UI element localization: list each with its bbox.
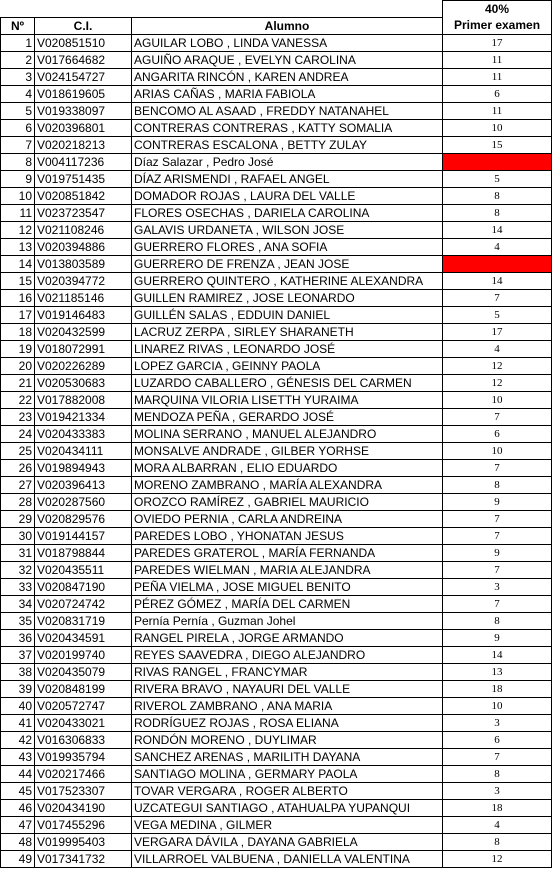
- ci-cell[interactable]: V017882008: [35, 391, 132, 408]
- row-number-cell[interactable]: 26: [1, 459, 35, 476]
- table-row: [1, 119, 552, 136]
- row-number-cell[interactable]: 17: [1, 306, 35, 323]
- table-row: [1, 204, 552, 221]
- table-row: [1, 272, 552, 289]
- ci-cell[interactable]: V021185146: [35, 289, 132, 306]
- table-row: [1, 663, 552, 680]
- blank-cell: [1, 1, 35, 18]
- ci-cell[interactable]: V020572747: [35, 697, 132, 714]
- exam-grade-cell[interactable]: 11: [443, 51, 552, 68]
- exam-weight-label[interactable]: 40%: [443, 1, 552, 18]
- student-name-cell[interactable]: RODRÍGUEZ ROJAS , ROSA ELIANA: [132, 714, 443, 731]
- row-number-cell[interactable]: 49: [1, 850, 35, 867]
- row-number-cell[interactable]: 6: [1, 119, 35, 136]
- ci-cell[interactable]: V020433383: [35, 425, 132, 442]
- exam-grade-cell[interactable]: [443, 255, 552, 272]
- ci-cell[interactable]: V020199740: [35, 646, 132, 663]
- row-number-cell[interactable]: 9: [1, 170, 35, 187]
- student-name-cell[interactable]: MENDOZA PEÑA , GERARDO JOSÉ: [132, 408, 443, 425]
- table-row: [1, 323, 552, 340]
- student-name-cell[interactable]: BENCOMO AL ASAAD , FREDDY NATANAHEL: [132, 102, 443, 119]
- ci-cell[interactable]: V018072991: [35, 340, 132, 357]
- ci-cell[interactable]: V019421334: [35, 408, 132, 425]
- table-row: [1, 714, 552, 731]
- exam-grade-cell[interactable]: 7: [443, 595, 552, 612]
- ci-cell[interactable]: V019995403: [35, 833, 132, 850]
- ci-cell[interactable]: V020434591: [35, 629, 132, 646]
- exam-grade-cell[interactable]: 18: [443, 799, 552, 816]
- row-number-cell[interactable]: 23: [1, 408, 35, 425]
- student-name-cell[interactable]: SANCHEZ ARENAS , MARILITH DAYANA: [132, 748, 443, 765]
- row-number-cell[interactable]: 38: [1, 663, 35, 680]
- exam-grade-cell[interactable]: 11: [443, 68, 552, 85]
- row-number-cell[interactable]: 15: [1, 272, 35, 289]
- exam-grade-cell[interactable]: 4: [443, 238, 552, 255]
- row-number-cell[interactable]: 24: [1, 425, 35, 442]
- exam-grade-cell[interactable]: 18: [443, 680, 552, 697]
- table-row: [1, 187, 552, 204]
- ci-cell[interactable]: V020851510: [35, 34, 132, 51]
- row-number-cell[interactable]: 16: [1, 289, 35, 306]
- table-row: [1, 85, 552, 102]
- row-number-cell[interactable]: 45: [1, 782, 35, 799]
- student-name-cell[interactable]: ANGARITA RINCÓN , KAREN ANDREA: [132, 68, 443, 85]
- ci-cell[interactable]: V019751435: [35, 170, 132, 187]
- row-number-cell[interactable]: 42: [1, 731, 35, 748]
- ci-cell[interactable]: V020226289: [35, 357, 132, 374]
- table-row: [1, 476, 552, 493]
- student-name-cell[interactable]: MORA ALBARRAN , ELIO EDUARDO: [132, 459, 443, 476]
- ci-cell[interactable]: V020394886: [35, 238, 132, 255]
- exam-grade-cell[interactable]: 17: [443, 323, 552, 340]
- table-row: [1, 850, 552, 867]
- exam-grade-cell[interactable]: 6: [443, 731, 552, 748]
- exam-grade-cell[interactable]: 3: [443, 782, 552, 799]
- student-name-cell[interactable]: VEGA MEDINA , GILMER: [132, 816, 443, 833]
- table-row: [1, 527, 552, 544]
- table-row: [1, 816, 552, 833]
- row-number-cell[interactable]: 3: [1, 68, 35, 85]
- exam-grade-cell[interactable]: 8: [443, 612, 552, 629]
- exam-grade-cell[interactable]: 7: [443, 561, 552, 578]
- student-name-cell[interactable]: DOMADOR ROJAS , LAURA DEL VALLE: [132, 187, 443, 204]
- student-name-cell[interactable]: REYES SAAVEDRA , DIEGO ALEJANDRO: [132, 646, 443, 663]
- table-row: [1, 153, 552, 170]
- row-number-cell[interactable]: 40: [1, 697, 35, 714]
- student-name-cell[interactable]: GUERRERO FLORES , ANA SOFIA: [132, 238, 443, 255]
- table-row: [1, 340, 552, 357]
- ci-cell[interactable]: V020396801: [35, 119, 132, 136]
- row-number-cell[interactable]: 4: [1, 85, 35, 102]
- ci-cell[interactable]: V020724742: [35, 595, 132, 612]
- ci-cell[interactable]: V020287560: [35, 493, 132, 510]
- student-name-cell[interactable]: AGUIÑO ARAQUE , EVELYN CAROLINA: [132, 51, 443, 68]
- row-number-cell[interactable]: 8: [1, 153, 35, 170]
- exam-grade-cell[interactable]: 7: [443, 289, 552, 306]
- exam-grade-cell[interactable]: 10: [443, 442, 552, 459]
- exam-grade-cell[interactable]: 7: [443, 510, 552, 527]
- exam-grade-cell[interactable]: 7: [443, 748, 552, 765]
- exam-grade-cell[interactable]: 4: [443, 816, 552, 833]
- ci-cell[interactable]: V021108246: [35, 221, 132, 238]
- ci-cell[interactable]: V017664682: [35, 51, 132, 68]
- exam-grade-cell[interactable]: 7: [443, 527, 552, 544]
- exam-grade-cell[interactable]: 11: [443, 102, 552, 119]
- table-row: [1, 357, 552, 374]
- blank-cell: [35, 1, 132, 18]
- ci-cell[interactable]: V019146483: [35, 306, 132, 323]
- student-name-cell[interactable]: GUILLEN RAMIREZ , JOSE LEONARDO: [132, 289, 443, 306]
- student-name-cell[interactable]: RANGEL PIRELA , JORGE ARMANDO: [132, 629, 443, 646]
- ci-cell[interactable]: V019894943: [35, 459, 132, 476]
- row-number-cell[interactable]: 28: [1, 493, 35, 510]
- table-row: [1, 748, 552, 765]
- row-number-cell[interactable]: 7: [1, 136, 35, 153]
- student-name-cell[interactable]: LOPEZ GARCIA , GEINNY PAOLA: [132, 357, 443, 374]
- exam-grade-cell[interactable]: 13: [443, 663, 552, 680]
- student-name-cell[interactable]: LINAREZ RIVAS , LEONARDO JOSÉ: [132, 340, 443, 357]
- row-number-cell[interactable]: 47: [1, 816, 35, 833]
- exam-grade-cell[interactable]: 3: [443, 578, 552, 595]
- table-row: [1, 425, 552, 442]
- table-row: [1, 136, 552, 153]
- student-name-cell[interactable]: MARQUINA VILORIA LISETTH YURAIMA: [132, 391, 443, 408]
- exam-grade-cell[interactable]: 12: [443, 374, 552, 391]
- row-number-cell[interactable]: 2: [1, 51, 35, 68]
- exam-grade-cell[interactable]: 8: [443, 187, 552, 204]
- exam-grade-cell[interactable]: 5: [443, 306, 552, 323]
- table-row: [1, 51, 552, 68]
- student-name-cell[interactable]: OROZCO RAMÍREZ , GABRIEL MAURICIO: [132, 493, 443, 510]
- row-number-cell[interactable]: 13: [1, 238, 35, 255]
- row-number-cell[interactable]: 31: [1, 544, 35, 561]
- student-name-cell[interactable]: PAREDES GRATEROL , MARÍA FERNANDA: [132, 544, 443, 561]
- exam-grade-cell[interactable]: 8: [443, 765, 552, 782]
- exam-grade-cell[interactable]: 12: [443, 850, 552, 867]
- ci-cell[interactable]: V023723547: [35, 204, 132, 221]
- ci-cell[interactable]: V020847190: [35, 578, 132, 595]
- row-number-cell[interactable]: 33: [1, 578, 35, 595]
- table-row: [1, 782, 552, 799]
- exam-grade-cell[interactable]: 10: [443, 697, 552, 714]
- exam-grade-cell[interactable]: 9: [443, 544, 552, 561]
- row-number-cell[interactable]: 30: [1, 527, 35, 544]
- ci-cell[interactable]: V016306833: [35, 731, 132, 748]
- exam-grade-cell[interactable]: 9: [443, 629, 552, 646]
- student-name-cell[interactable]: UZCATEGUI SANTIAGO , ATAHUALPA YUPANQUI: [132, 799, 443, 816]
- ci-cell[interactable]: V020434111: [35, 442, 132, 459]
- exam-grade-cell[interactable]: 17: [443, 34, 552, 51]
- row-number-cell[interactable]: 5: [1, 102, 35, 119]
- table-row: [1, 833, 552, 850]
- row-number-cell[interactable]: 12: [1, 221, 35, 238]
- table-row: [1, 170, 552, 187]
- row-number-cell[interactable]: 14: [1, 255, 35, 272]
- ci-cell[interactable]: V019935794: [35, 748, 132, 765]
- exam-grade-cell[interactable]: 14: [443, 272, 552, 289]
- row-number-cell[interactable]: 27: [1, 476, 35, 493]
- row-number-cell[interactable]: 10: [1, 187, 35, 204]
- exam-grade-cell[interactable]: 14: [443, 646, 552, 663]
- table-row: [1, 289, 552, 306]
- ci-cell[interactable]: V020831719: [35, 612, 132, 629]
- exam-grade-cell[interactable]: 9: [443, 493, 552, 510]
- row-number-cell[interactable]: 34: [1, 595, 35, 612]
- table-row: [1, 544, 552, 561]
- exam-grade-cell[interactable]: 10: [443, 391, 552, 408]
- table-row: [1, 34, 552, 51]
- student-name-cell[interactable]: PAREDES WIELMAN , MARIA ALEJANDRA: [132, 561, 443, 578]
- exam-grade-cell[interactable]: 7: [443, 459, 552, 476]
- table-row: [1, 374, 552, 391]
- header-row: [1, 17, 552, 34]
- ci-cell[interactable]: V020829576: [35, 510, 132, 527]
- table-row: [1, 408, 552, 425]
- exam-grade-cell[interactable]: 4: [443, 340, 552, 357]
- student-name-cell[interactable]: LUZARDO CABALLERO , GÉNESIS DEL CARMEN: [132, 374, 443, 391]
- row-number-cell[interactable]: 46: [1, 799, 35, 816]
- row-number-cell[interactable]: 18: [1, 323, 35, 340]
- table-row: [1, 646, 552, 663]
- table-row: [1, 680, 552, 697]
- exam-grade-cell[interactable]: 7: [443, 408, 552, 425]
- student-name-cell[interactable]: MONSALVE ANDRADE , GILBER YORHSE: [132, 442, 443, 459]
- row-number-cell[interactable]: 43: [1, 748, 35, 765]
- exam-grade-cell[interactable]: 5: [443, 170, 552, 187]
- percent-row: [1, 1, 552, 18]
- exam-grade-cell[interactable]: 8: [443, 833, 552, 850]
- row-number-cell[interactable]: 1: [1, 34, 35, 51]
- ci-cell[interactable]: V024154727: [35, 68, 132, 85]
- table-row: [1, 221, 552, 238]
- student-name-cell[interactable]: CONTRERAS CONTRERAS , KATTY SOMALIA: [132, 119, 443, 136]
- row-number-cell[interactable]: 22: [1, 391, 35, 408]
- exam-grade-cell[interactable]: 3: [443, 714, 552, 731]
- student-name-cell[interactable]: GUERRERO QUINTERO , KATHERINE ALEXANDRA: [132, 272, 443, 289]
- row-number-cell[interactable]: 21: [1, 374, 35, 391]
- ci-cell[interactable]: V020396413: [35, 476, 132, 493]
- table-row: [1, 578, 552, 595]
- row-number-cell[interactable]: 25: [1, 442, 35, 459]
- row-number-cell[interactable]: 44: [1, 765, 35, 782]
- ci-cell[interactable]: V004117236: [35, 153, 132, 170]
- ci-cell[interactable]: V020851842: [35, 187, 132, 204]
- column-header-exam[interactable]: Primer examen: [443, 17, 552, 34]
- row-number-cell[interactable]: 36: [1, 629, 35, 646]
- table-row: [1, 765, 552, 782]
- student-name-cell[interactable]: GALAVIS URDANETA , WILSON JOSE: [132, 221, 443, 238]
- exam-grade-cell[interactable]: 15: [443, 136, 552, 153]
- exam-grade-cell[interactable]: 12: [443, 357, 552, 374]
- table-row: [1, 697, 552, 714]
- student-name-cell[interactable]: VERGARA DÁVILA , DAYANA GABRIELA: [132, 833, 443, 850]
- row-number-cell[interactable]: 19: [1, 340, 35, 357]
- student-name-cell[interactable]: Díaz Salazar , Pedro José: [132, 153, 443, 170]
- student-name-cell[interactable]: PEÑA VIELMA , JOSE MIGUEL BENITO: [132, 578, 443, 595]
- ci-cell[interactable]: V020434190: [35, 799, 132, 816]
- student-name-cell[interactable]: VILLARROEL VALBUENA , DANIELLA VALENTINA: [132, 850, 443, 867]
- table-row: [1, 493, 552, 510]
- student-name-cell[interactable]: OVIEDO PERNIA , CARLA ANDREINA: [132, 510, 443, 527]
- ci-cell[interactable]: V020530683: [35, 374, 132, 391]
- student-name-cell[interactable]: PAREDES LOBO , YHONATAN JESUS: [132, 527, 443, 544]
- row-number-cell[interactable]: 48: [1, 833, 35, 850]
- table-row: [1, 629, 552, 646]
- ci-cell[interactable]: V017523307: [35, 782, 132, 799]
- table-row: [1, 612, 552, 629]
- student-name-cell[interactable]: RIVAS RANGEL , FRANCYMAR: [132, 663, 443, 680]
- table-row: [1, 102, 552, 119]
- ci-cell[interactable]: V020432599: [35, 323, 132, 340]
- column-header-number[interactable]: Nº: [1, 17, 35, 34]
- ci-cell[interactable]: V019144157: [35, 527, 132, 544]
- student-name-cell[interactable]: Pernía Pernía , Guzman Johel: [132, 612, 443, 629]
- student-name-cell[interactable]: RIVERA BRAVO , NAYAURI DEL VALLE: [132, 680, 443, 697]
- student-name-cell[interactable]: LACRUZ ZERPA , SIRLEY SHARANETH: [132, 323, 443, 340]
- student-name-cell[interactable]: RIVEROL ZAMBRANO , ANA MARIA: [132, 697, 443, 714]
- table-row: [1, 459, 552, 476]
- student-name-cell[interactable]: GUERRERO DE FRENZA , JEAN JOSE: [132, 255, 443, 272]
- student-name-cell[interactable]: MOLINA SERRANO , MANUEL ALEJANDRO: [132, 425, 443, 442]
- exam-grade-cell[interactable]: [443, 153, 552, 170]
- ci-cell[interactable]: V018798844: [35, 544, 132, 561]
- table-row: [1, 561, 552, 578]
- ci-cell[interactable]: V020848199: [35, 680, 132, 697]
- student-name-cell[interactable]: AGUILAR LOBO , LINDA VANESSA: [132, 34, 443, 51]
- ci-cell[interactable]: V013803589: [35, 255, 132, 272]
- ci-cell[interactable]: V020218213: [35, 136, 132, 153]
- row-number-cell[interactable]: 20: [1, 357, 35, 374]
- ci-cell[interactable]: V018619605: [35, 85, 132, 102]
- student-name-cell[interactable]: RONDÓN MORENO , DUYLIMAR: [132, 731, 443, 748]
- ci-cell[interactable]: V020435079: [35, 663, 132, 680]
- student-name-cell[interactable]: ARIAS CAÑAS , MARIA FABIOLA: [132, 85, 443, 102]
- student-name-cell[interactable]: TOVAR VERGARA , ROGER ALBERTO: [132, 782, 443, 799]
- ci-cell[interactable]: V019338097: [35, 102, 132, 119]
- table-row: [1, 255, 552, 272]
- table-row: [1, 510, 552, 527]
- exam-grade-cell[interactable]: 14: [443, 221, 552, 238]
- student-name-cell[interactable]: FLORES OSECHAS , DARIELA CAROLINA: [132, 204, 443, 221]
- table-row: [1, 731, 552, 748]
- table-row: [1, 595, 552, 612]
- ci-cell[interactable]: V017341732: [35, 850, 132, 867]
- grades-table-body: [1, 1, 552, 868]
- row-number-cell[interactable]: 29: [1, 510, 35, 527]
- ci-cell[interactable]: V020394772: [35, 272, 132, 289]
- exam-grade-cell[interactable]: 8: [443, 204, 552, 221]
- row-number-cell[interactable]: 39: [1, 680, 35, 697]
- student-name-cell[interactable]: SANTIAGO MOLINA , GERMARY PAOLA: [132, 765, 443, 782]
- student-name-cell[interactable]: GUILLÉN SALAS , EDDUIN DANIEL: [132, 306, 443, 323]
- column-header-student[interactable]: Alumno: [132, 17, 443, 34]
- exam-grade-cell[interactable]: 10: [443, 119, 552, 136]
- row-number-cell[interactable]: 37: [1, 646, 35, 663]
- table-row: [1, 68, 552, 85]
- row-number-cell[interactable]: 41: [1, 714, 35, 731]
- table-row: [1, 306, 552, 323]
- blank-cell: [132, 1, 443, 18]
- column-header-ci[interactable]: C.I.: [35, 17, 132, 34]
- exam-grade-cell[interactable]: 6: [443, 85, 552, 102]
- ci-cell[interactable]: V020433021: [35, 714, 132, 731]
- table-row: [1, 799, 552, 816]
- student-name-cell[interactable]: CONTRERAS ESCALONA , BETTY ZULAY: [132, 136, 443, 153]
- student-name-cell[interactable]: MORENO ZAMBRANO , MARÍA ALEXANDRA: [132, 476, 443, 493]
- table-row: [1, 442, 552, 459]
- exam-grade-cell[interactable]: 8: [443, 476, 552, 493]
- ci-cell[interactable]: V020435511: [35, 561, 132, 578]
- table-row: [1, 391, 552, 408]
- row-number-cell[interactable]: 32: [1, 561, 35, 578]
- row-number-cell[interactable]: 35: [1, 612, 35, 629]
- table-row: [1, 238, 552, 255]
- exam-grade-cell[interactable]: 6: [443, 425, 552, 442]
- row-number-cell[interactable]: 11: [1, 204, 35, 221]
- ci-cell[interactable]: V020217466: [35, 765, 132, 782]
- student-name-cell[interactable]: DÍAZ ARISMENDI , RAFAEL ANGEL: [132, 170, 443, 187]
- student-name-cell[interactable]: PÉREZ GÓMEZ , MARÍA DEL CARMEN: [132, 595, 443, 612]
- ci-cell[interactable]: V017455296: [35, 816, 132, 833]
